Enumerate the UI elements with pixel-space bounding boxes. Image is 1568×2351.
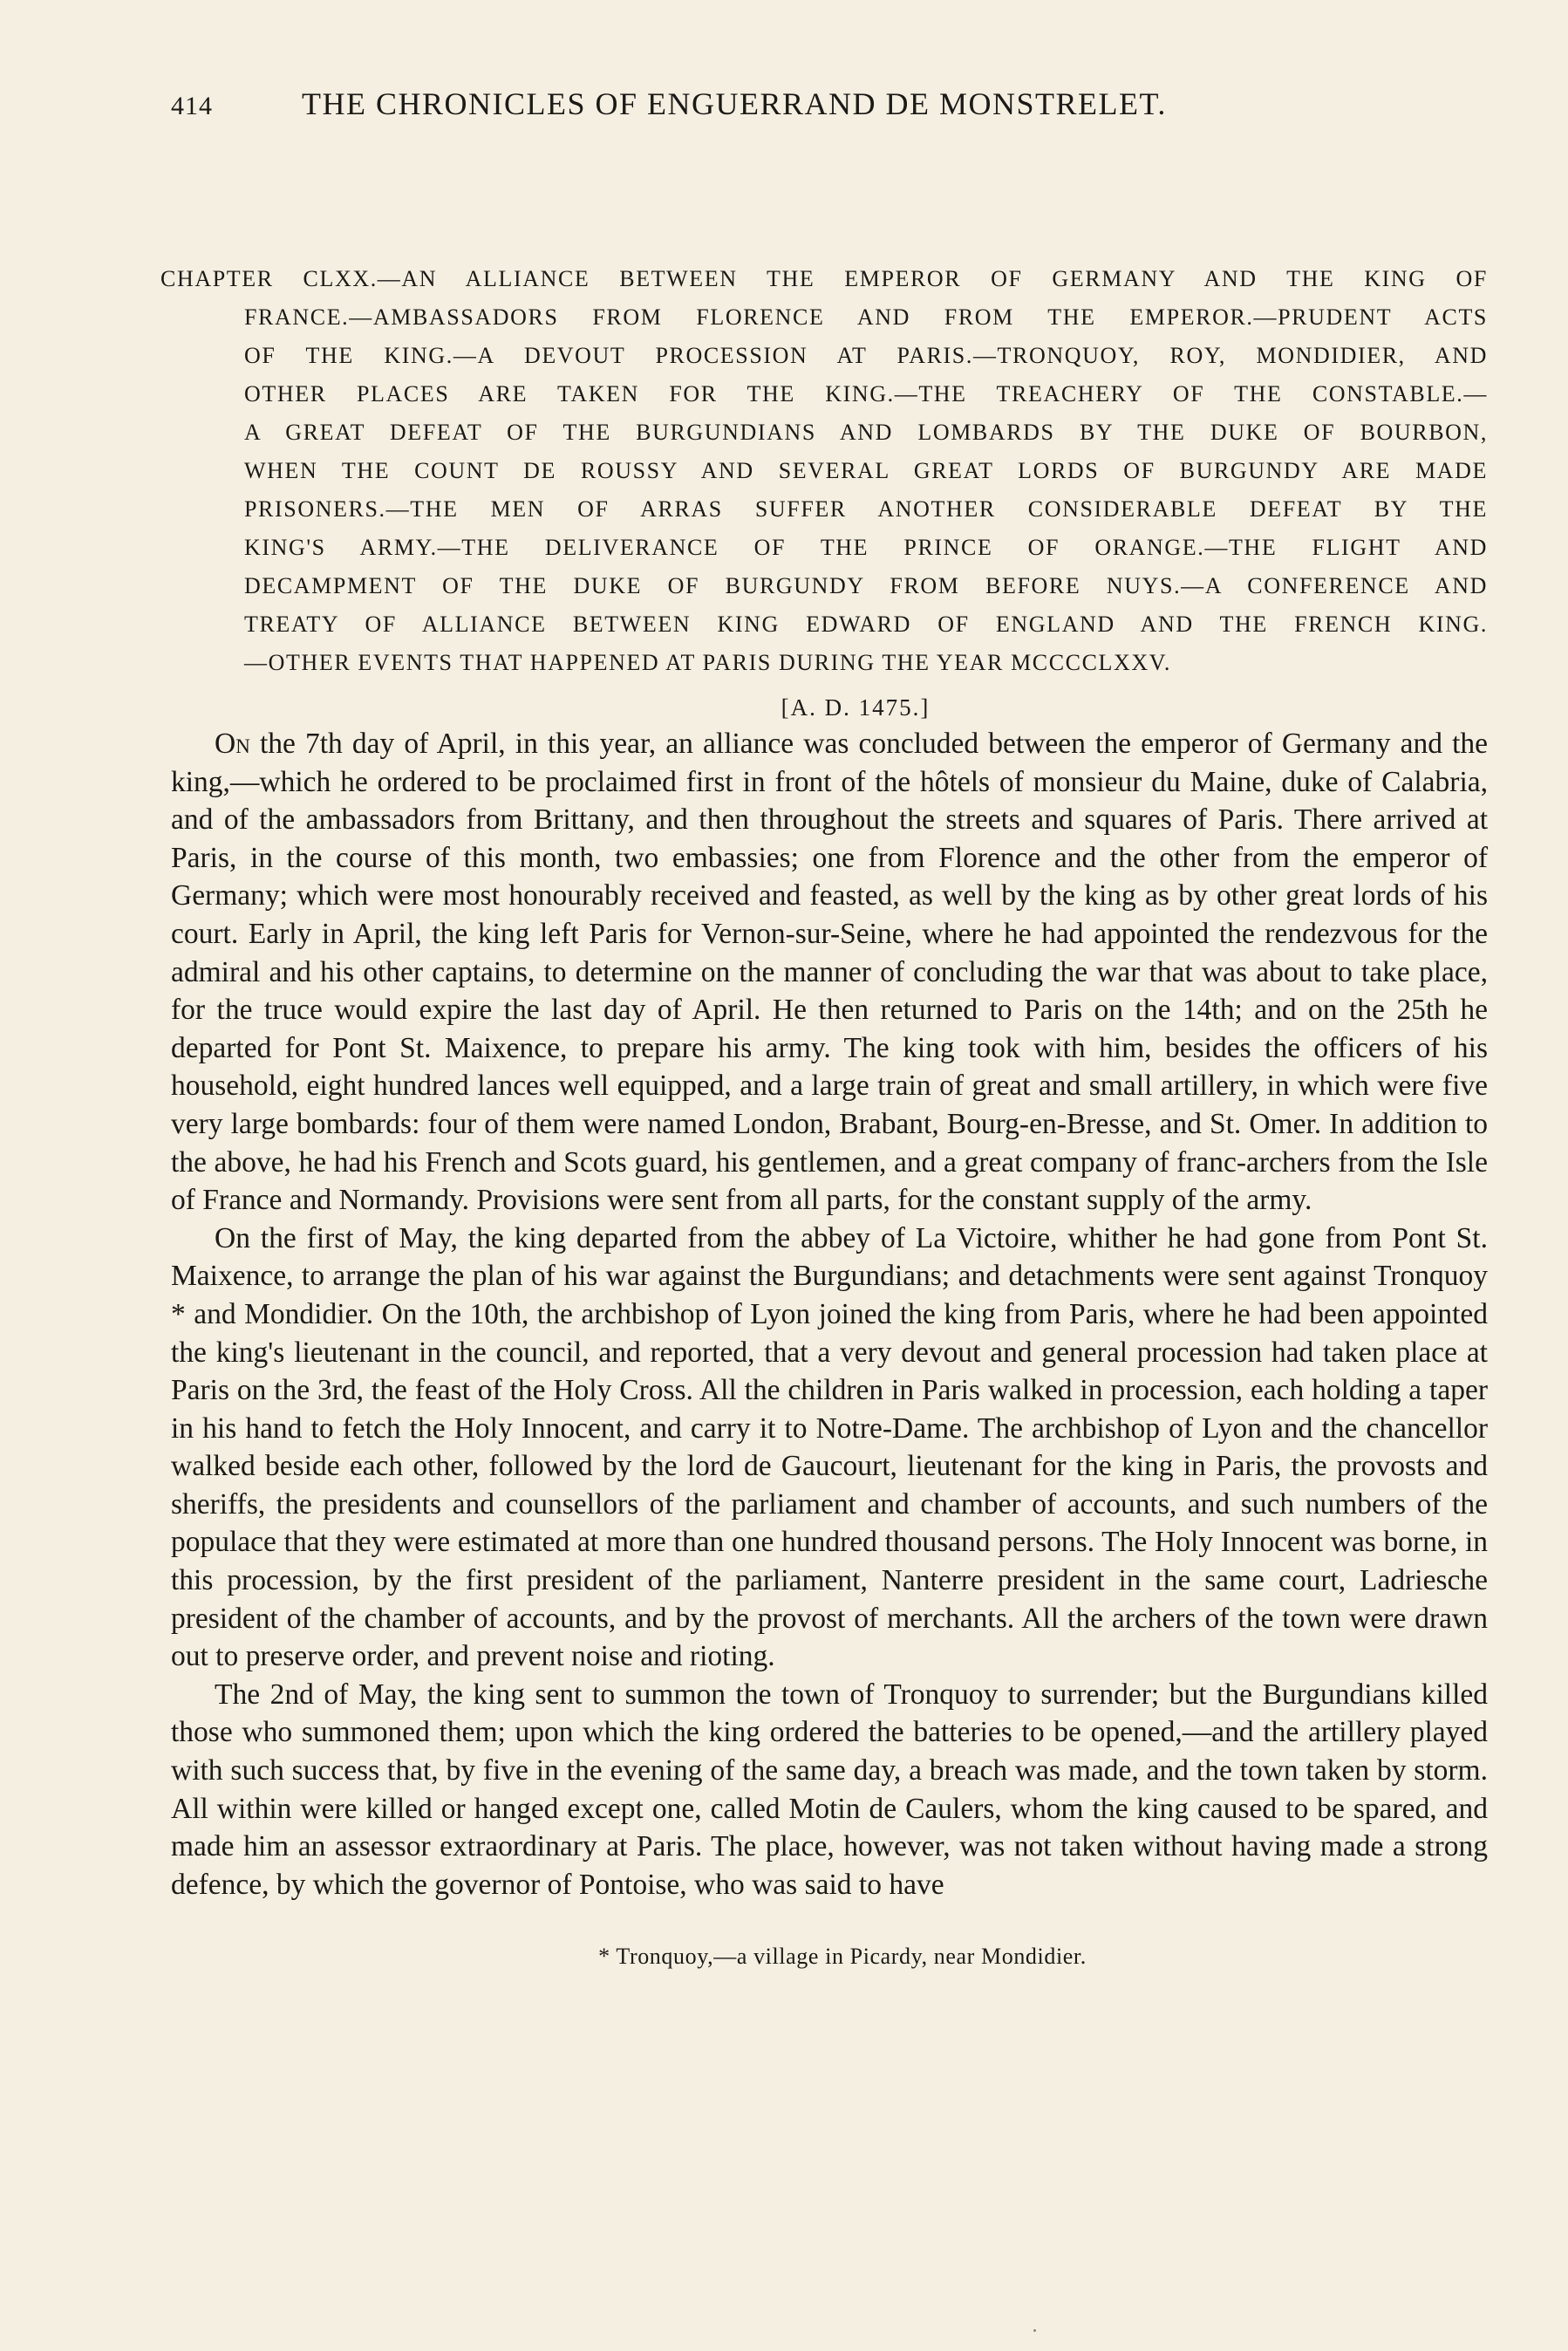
- chapter-heading: [160, 260, 1488, 682]
- chapter-heading-line: KING'S ARMY.—THE DELIVERANCE OF THE PRINCE OF ORANGE.—THE FLIGHT AND: [244, 535, 1488, 560]
- chapter-heading-line: WHEN THE COUNT DE ROUSSY AND SEVERAL GREAT LORDS OF BURGUNDY ARE MADE: [244, 458, 1488, 483]
- paragraph-lead-word: On: [215, 728, 250, 760]
- running-head: [171, 85, 1488, 138]
- chapter-heading-line: DECAMPMENT OF THE DUKE OF BURGUNDY FROM BEFORE NUYS.—A CONFERENCE AND: [244, 573, 1488, 598]
- chapter-heading-line: OF THE KING.—A DEVOUT PROCESSION AT PARIS.—TRONQUOY, ROY, MONDIDIER, AND: [244, 343, 1488, 368]
- body-text: [171, 725, 1488, 1903]
- chapter-heading-line: —OTHER EVENTS THAT HAPPENED AT PARIS DURING THE YEAR MCCCCLXXV.: [244, 650, 1171, 675]
- paragraph: On the first of May, the king departed from the abbey of La Victoire, whither he had gone from Pont St. Maixence, to arrange the plan of his war against the Burgundians; and detachments were sent against Tronquoy * and Mondidier. On the 10th, the archbishop of Lyon joined the king from Paris, where he had been appointed the king's lieutenant in the council, and reported, that a very devout and general procession had taken place at Paris on the 3rd, the feast of the Holy Cross. All the children in Paris walked in procession, each holding a taper in his hand to fetch the Holy Innocent, and carry it to Notre-Dame. The archbishop of Lyon and the chancellor walked beside each other, followed by the lord de Gaucourt, lieutenant for the king in Paris, the provosts and sheriffs, the presidents and counsellors of the parliament and chamber of accounts, and such numbers of the populace that they were estimated at more than one hundred thousand persons. The Holy Innocent was borne, in this procession, by the first president of the parliament, Nanterre president in the same court, Ladriesche president of the chamber of accounts, and by the provost of merchants. All the archers of the town were drawn out to preserve order, and prevent noise and rioting.: [171, 1221, 1488, 1673]
- paragraph: The 2nd of May, the king sent to summon the town of Tronquoy to surrender; but the Burgundians killed those who summoned them; upon which the king ordered the batteries to be opened,—and the artillery played with such success that, by five in the evening of the same day, a breach was made, and the town taken by storm. All within were killed or hanged except one, called Motin de Caulers, whom the king caused to be spared, and made him an assessor extraordinary at Paris. The place, however, was not taken without having made a strong defence, by which the governor of Pontoise, who was said to have: [171, 1678, 1488, 1901]
- running-title: THE CHRONICLES OF ENGUERRAND DE MONSTRELET.: [302, 86, 1167, 121]
- paragraph-text: the 7th day of April, in this year, an alliance was concluded between the emperor of Germany and the king,—which he ordered to be proclaimed first in front of the hôtels of monsieur du Maine, duke of Calabria, and of the ambassadors from Brittany, and then throughout the streets and squares of Paris. There arrived at Paris, in the course of this month, two embassies; one from Florence and the other from the emperor of Germany; which were most honourably received and feasted, as well by the king as by other great lords of his court. Early in April, the king left Paris for Vernon-sur-Seine, where he had appointed the rendezvous for the admiral and his other captains, to determine on the manner of concluding the war that was about to take place, for the truce would expire the last day of April. He then returned to Paris on the 14th; and on the 25th he departed for Pont St. Maixence, to prepare his army. The king took with him, besides the officers of his household, eight hundred lances well equipped, and a large train of great and small artillery, in which were five very large bombards: four of them were named London, Brabant, Bourg-en-Bresse, and St. Omer. In addition to the above, he had his French and Scots guard, his gentlemen, and a great company of franc-archers from the Isle of France and Normandy. Provisions were sent from all parts, for the constant supply of the army.: [171, 728, 1488, 1217]
- paragraph: [171, 725, 1488, 1220]
- chapter-heading-line: A GREAT DEFEAT OF THE BURGUNDIANS AND LOMBARDS BY THE DUKE OF BOURBON,: [244, 420, 1488, 445]
- page-number: 414: [171, 92, 213, 120]
- chapter-heading-line: FRANCE.—AMBASSADORS FROM FLORENCE AND FROM THE EMPEROR.—PRUDENT ACTS: [244, 304, 1488, 330]
- chapter-heading-line: PRISONERS.—THE MEN OF ARRAS SUFFER ANOTHER CONSIDERABLE DEFEAT BY THE: [244, 496, 1488, 522]
- footnote: * Tronquoy,—a village in Picardy, near Mondidier.: [598, 1944, 1087, 1970]
- chapter-heading-line: TREATY OF ALLIANCE BETWEEN KING EDWARD OF ENGLAND AND THE FRENCH KING.: [244, 612, 1488, 637]
- chapter-date: [A. D. 1475.]: [781, 694, 931, 721]
- chapter-heading-line: CHAPTER CLXX.—AN ALLIANCE BETWEEN THE EMPEROR OF GERMANY AND THE KING OF: [160, 266, 1488, 291]
- paper-speck: [1033, 2329, 1036, 2332]
- chapter-heading-line: OTHER PLACES ARE TAKEN FOR THE KING.—THE TREACHERY OF THE CONSTABLE.—: [244, 381, 1488, 407]
